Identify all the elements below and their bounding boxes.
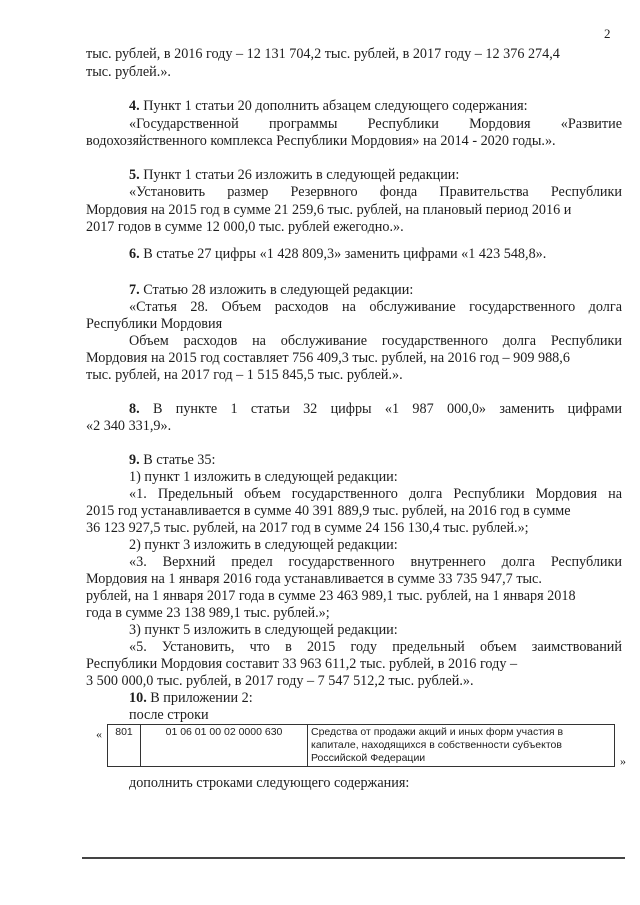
section-5-heading <box>129 167 459 184</box>
section-9-point-2-line-4: года в сумме 23 138 989,1 тыс. рублей.»; <box>86 605 330 621</box>
row-code: 801 <box>108 725 141 767</box>
section-7-number: 7. <box>129 282 140 298</box>
section-10-text: В приложении 2: <box>150 690 253 706</box>
section-9-point-2-line-3: рублей, на 1 января 2017 года в сумме 23 463 989,1 тыс. рублей, на 1 января 2018 <box>86 588 576 604</box>
section-9-text: В статье 35: <box>143 452 216 468</box>
section-8-text: В пункте 1 статьи 32 цифры «1 987 000,0» заменить цифрами <box>152 401 622 417</box>
section-9-heading <box>129 452 215 469</box>
section-7-line-6: тыс. рублей, на 2017 год – 1 515 845,5 тыс. рублей.». <box>86 367 403 383</box>
table-open-quote: « <box>96 727 102 741</box>
page-number: 2 <box>604 26 611 41</box>
section-7-text: Статью 28 изложить в следующей редакции: <box>143 282 414 298</box>
bottom-rule <box>82 857 625 859</box>
section-8-line-2: «2 340 331,9». <box>86 418 172 434</box>
table-close-quote: » <box>620 754 626 768</box>
section-9-point-2: 2) пункт 3 изложить в следующей редакции: <box>129 537 398 553</box>
section-9-point-1-line-3: 36 123 927,5 тыс. рублей, на 2017 год в сумме 24 156 130,4 тыс. рублей.»; <box>86 520 529 536</box>
appendix-row-table <box>107 724 615 767</box>
section-4-line-3: водохозяйственного комплекса Республики Мордовия» на 2014 - 2020 годы.». <box>86 133 556 149</box>
section-5-line-4: 2017 годов в сумме 12 000,0 тыс. рублей ежегодно.». <box>86 219 404 235</box>
row-kbk: 01 06 01 00 02 0000 630 <box>141 725 308 767</box>
section-9-point-1: 1) пункт 1 изложить в следующей редакции: <box>129 469 398 485</box>
section-6-text: В статье 27 цифры «1 428 809,3» заменить цифрами «1 423 548,8». <box>143 246 547 262</box>
section-7-line-2: «Статья 28. Объем расходов на обслуживание государственного долга <box>129 299 622 315</box>
section-7-heading <box>129 282 413 299</box>
section-9-point-3-line-2: Республики Мордовия составит 33 963 611,2 тыс. рублей, в 2016 году – <box>86 656 518 672</box>
section-5-line-2: «Установить размер Резервного фонда Правительства Республики <box>129 184 622 200</box>
section-4-text: Пункт 1 статьи 20 дополнить абзацем следующего содержания: <box>143 98 528 114</box>
section-9-point-2-line-1: «3. Верхний предел государственного внутреннего долга Республики <box>129 554 622 570</box>
section-8-line-1 <box>129 401 622 418</box>
section-9-point-1-line-1: «1. Предельный объем государственного долга Республики Мордовия на <box>129 486 622 502</box>
section-4-number: 4. <box>129 98 140 114</box>
section-10-after-row: после строки <box>129 707 209 723</box>
section-8-number: 8. <box>129 401 140 417</box>
section-6-number: 6. <box>129 246 140 262</box>
section-5-text: Пункт 1 статьи 26 изложить в следующей редакции: <box>143 167 460 183</box>
intro-line-2: тыс. рублей.». <box>86 64 171 80</box>
section-7-line-4: Объем расходов на обслуживание государственного долга Республики <box>129 333 622 349</box>
section-7-line-5: Мордовия на 2015 год составляет 756 409,3 тыс. рублей, на 2016 год – 909 988,6 <box>86 350 570 366</box>
section-10-number: 10. <box>129 690 147 706</box>
section-10-add-lines: дополнить строками следующего содержания: <box>129 775 410 791</box>
section-9-point-3: 3) пункт 5 изложить в следующей редакции: <box>129 622 398 638</box>
section-9-point-3-line-1: «5. Установить, что в 2015 году предельный объем заимствований <box>129 639 622 655</box>
table-row <box>108 725 615 767</box>
section-9-point-1-line-2: 2015 год устанавливается в сумме 40 391 889,9 тыс. рублей, на 2016 год в сумме <box>86 503 571 519</box>
row-name: Средства от продажи акций и иных форм участия в капитале, находящихся в собственности субъектов Российской Федерации <box>308 725 615 767</box>
section-5-number: 5. <box>129 167 140 183</box>
section-4-line-2: «Государственной программы Республики Мордовия «Развитие <box>129 116 622 132</box>
section-9-point-2-line-2: Мордовия на 1 января 2016 года устанавливается в сумме 33 735 947,7 тыс. <box>86 571 542 587</box>
intro-line-1: тыс. рублей, в 2016 году – 12 131 704,2 тыс. рублей, в 2017 году – 12 376 274,4 <box>86 46 560 62</box>
section-9-point-3-line-3: 3 500 000,0 тыс. рублей, в 2017 году – 7 547 512,2 тыс. рублей.». <box>86 673 474 689</box>
section-7-line-3: Республики Мордовия <box>86 316 223 332</box>
section-4-heading <box>129 98 528 115</box>
section-10-heading <box>129 690 253 707</box>
section-6 <box>129 246 546 263</box>
section-5-line-3: Мордовия на 2015 год в сумме 21 259,6 тыс. рублей, на плановый период 2016 и <box>86 202 572 218</box>
section-9-number: 9. <box>129 452 140 468</box>
